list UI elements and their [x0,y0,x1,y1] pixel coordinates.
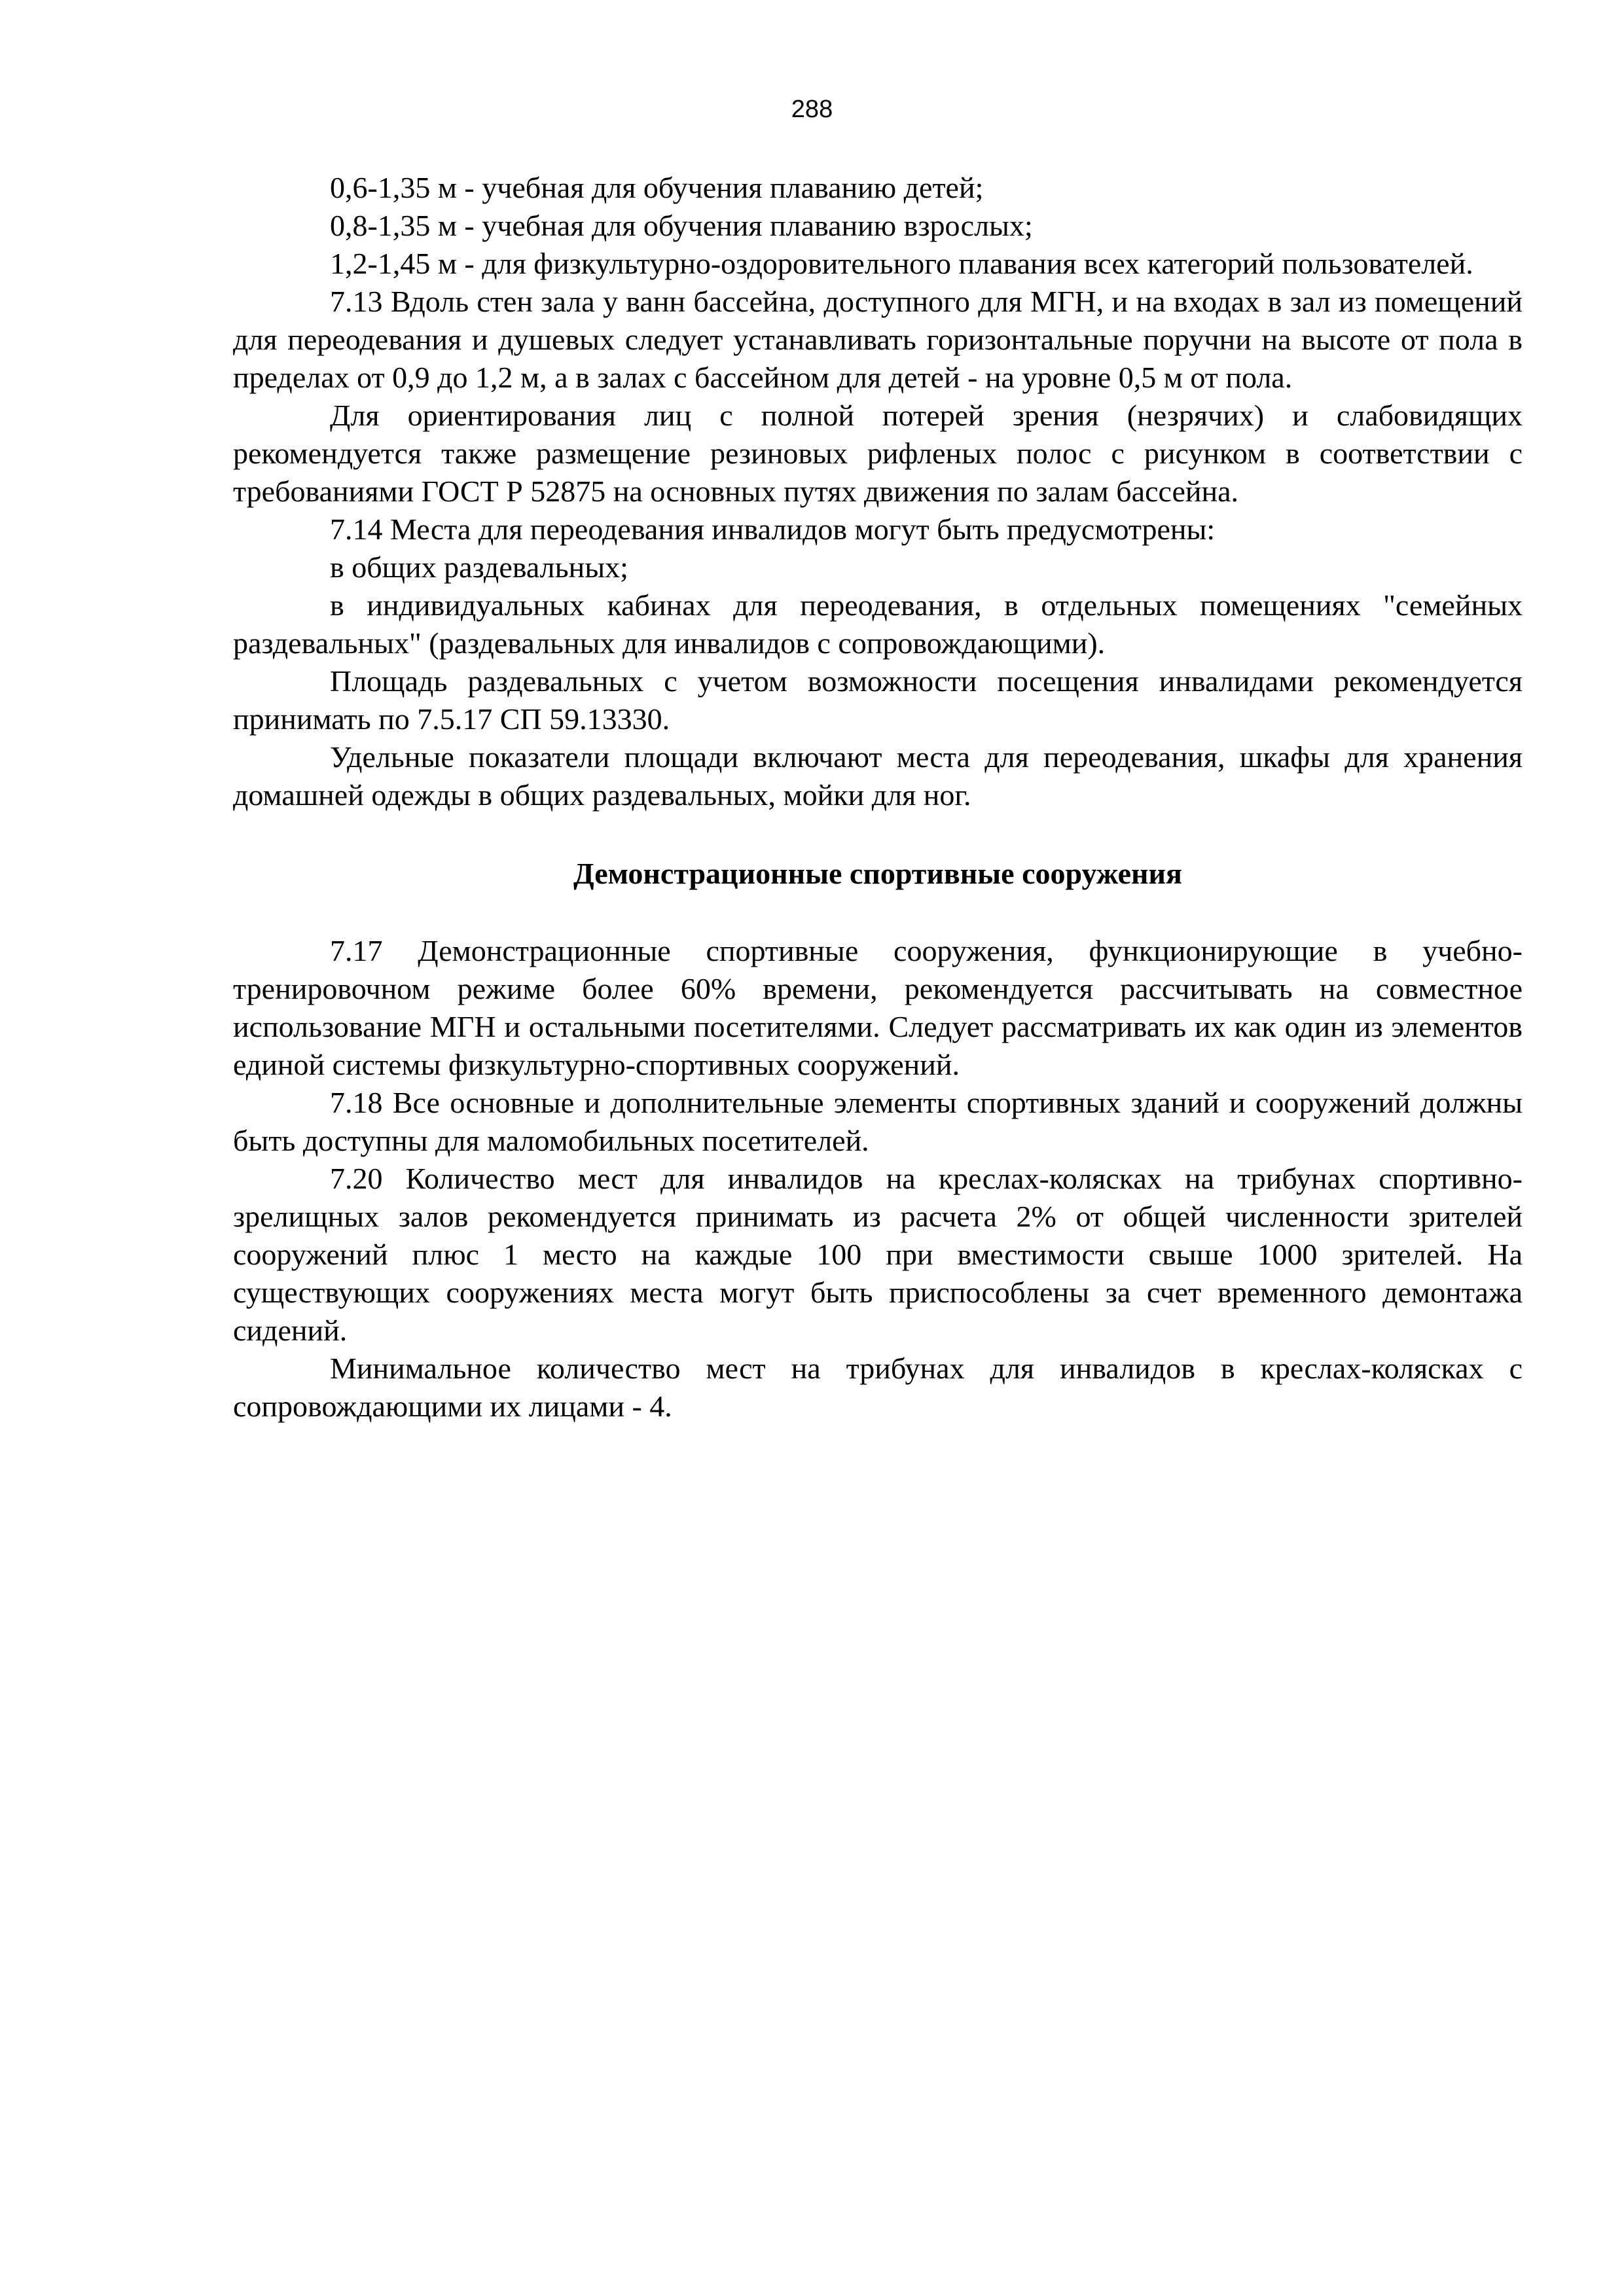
paragraph-individual-cabins: в индивидуальных кабинах для переодевания, в отдельных помещениях "семейных раздевальных" (раздевальных для инвалидов с сопровождающими). [233,588,1523,660]
paragraph-depth-children: 0,6-1,35 м - учебная для обучения плаванию детей; [330,171,984,204]
paragraph-specific-indicators: Удельные показатели площади включают места для переодевания, шкафы для хранения домашней одежды в общих раздевальных, мойки для ног. [233,740,1523,812]
paragraph-depth-adults: 0,8-1,35 м - учебная для обучения плаванию взрослых; [330,209,1033,242]
paragraph-7-20: 7.20 Количество мест для инвалидов на креслах-колясках на трибунах спортивно-зрелищных залов рекомендуется принимать из расчета 2% от общей численности зрителей сооружений плюс 1 место на каждые 100 при вместимости свыше 1000 зрителей. На существующих сооружениях места могут быть приспособлены за счет временного демонтажа сидений. [233,1162,1523,1347]
paragraph-depth-fitness: 1,2-1,45 м - для физкультурно-оздоровительного плавания всех категорий пользователей. [330,247,1473,280]
paragraph-7-17: 7.17 Демонстрационные спортивные сооружения, функционирующие в учебно-тренировочном режиме более 60% времени, рекомендуется рассчитывать на совместное использование МГН и остальными посетителями. Следует рассматривать их как один из элементов единой системы физкультурно-спортивных сооружений. [233,934,1523,1081]
paragraph-minimum-seats: Минимальное количество мест на трибунах для инвалидов в креслах-колясках с сопровождающими их лицами - 4. [233,1352,1523,1423]
paragraph-7-13: 7.13 Вдоль стен зала у ванн бассейна, доступного для МГН, и на входах в зал из помещений для переодевания и душевых следует устанавливать горизонтальные поручни на высоте от пола в пределах от 0,9 до 1,2 м, а в залах с бассейном для детей - на уровне 0,5 м от пола. [233,285,1523,394]
paragraph-orientation: Для ориентирования лиц с полной потерей зрения (незрячих) и слабовидящих рекомендуется также размещение резиновых рифленых полос с рисунком в соответствии с требованиями ГОСТ Р 52875 на основных путях движения по залам бассейна. [233,399,1523,508]
document-body [233,169,1523,1426]
paragraph-7-14: 7.14 Места для переодевания инвалидов могут быть предусмотрены: [330,512,1216,546]
page-number: 288 [791,96,833,123]
paragraph-changing-area: Площадь раздевальных с учетом возможности посещения инвалидами рекомендуется принимать по 7.5.17 СП 59.13330. [233,664,1523,736]
paragraph-7-18: 7.18 Все основные и дополнительные элементы спортивных зданий и сооружений должны быть доступны для маломобильных посетителей. [233,1086,1523,1157]
section-heading: Демонстрационные спортивные сооружения [573,857,1182,890]
paragraph-common-changing: в общих раздевальных; [330,550,628,584]
